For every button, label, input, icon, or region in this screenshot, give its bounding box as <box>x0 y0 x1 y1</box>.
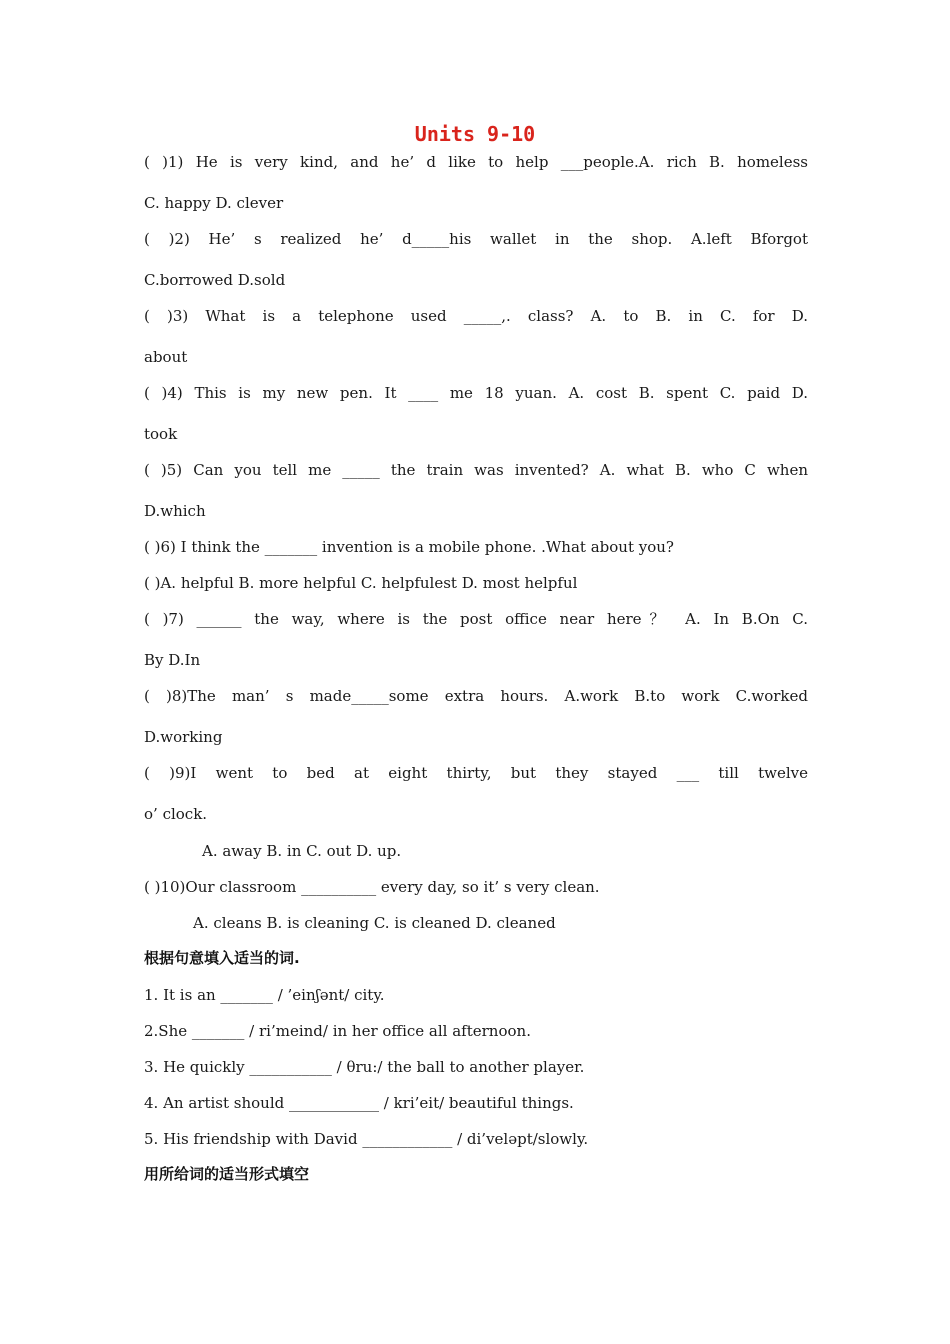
question-3-line-2: about <box>144 348 188 366</box>
question-9-options: A. away B. in C. out D. up. <box>202 842 402 860</box>
question-2-line-1: ( )2) He’ s realized he’ d_____his wallet in the shop. A.left Bforgot <box>144 230 808 248</box>
question-7-line-2: By D.In <box>144 651 201 669</box>
fill-item-2: 2.She _______ / ri’meind/ in her office all afternoon. <box>144 1022 531 1040</box>
question-10-options: A. cleans B. is cleaning C. is cleaned D. cleaned <box>193 914 556 932</box>
question-2-line-2: C.borrowed D.sold <box>144 271 286 289</box>
question-9-line-1: ( )9)I went to bed at eight thirty, but they stayed ___ till twelve <box>144 764 808 782</box>
question-4-line-2: took <box>144 425 178 443</box>
question-9-line-2: o’ clock. <box>144 805 208 823</box>
question-6-options: ( )A. helpful B. more helpful C. helpfulest D. most helpful <box>144 574 578 592</box>
question-1-line-2: C. happy D. clever <box>144 194 284 212</box>
question-1-line-1: ( )1) He is very kind, and he’ d like to help ___people.A. rich B. homeless <box>144 153 808 171</box>
question-5-line-1: ( )5) Can you tell me _____ the train was invented? A. what B. who C when <box>144 461 808 479</box>
section-heading-word-forms: 用所给词的适当形式填空 <box>144 1165 310 1183</box>
question-10-line-1: ( )10)Our classroom __________ every day, so it’ s very clean. <box>144 878 600 896</box>
fill-item-3: 3. He quickly ___________ / θru:/ the ball to another player. <box>144 1058 585 1076</box>
question-7-line-1: ( )7) ______ the way, where is the post office near here？ A. In B.On C. <box>144 610 808 628</box>
question-3-line-1: ( )3) What is a telephone used _____,. class? A. to B. in C. for D. <box>144 307 808 325</box>
question-4-line-1: ( )4) This is my new pen. It ____ me 18 yuan. A. cost B. spent C. paid D. <box>144 384 808 402</box>
question-6-line-1: ( )6) I think the _______ invention is a mobile phone. .What about you? <box>144 538 674 556</box>
question-8-line-1: ( )8)The man’ s made_____some extra hours. A.work B.to work C.worked <box>144 687 808 705</box>
question-8-line-2: D.working <box>144 728 223 746</box>
section-heading-fill-words: 根据句意填入适当的词. <box>144 949 300 967</box>
fill-item-5: 5. His friendship with David ____________ / di’veləpt/slowly. <box>144 1130 589 1148</box>
fill-item-4: 4. An artist should ____________ / kri’eit/ beautiful things. <box>144 1094 574 1112</box>
question-5-line-2: D.which <box>144 502 206 520</box>
fill-item-1: 1. It is an _______ / ’einʃənt/ city. <box>144 986 385 1004</box>
page-title: Units 9-10 <box>414 122 536 146</box>
